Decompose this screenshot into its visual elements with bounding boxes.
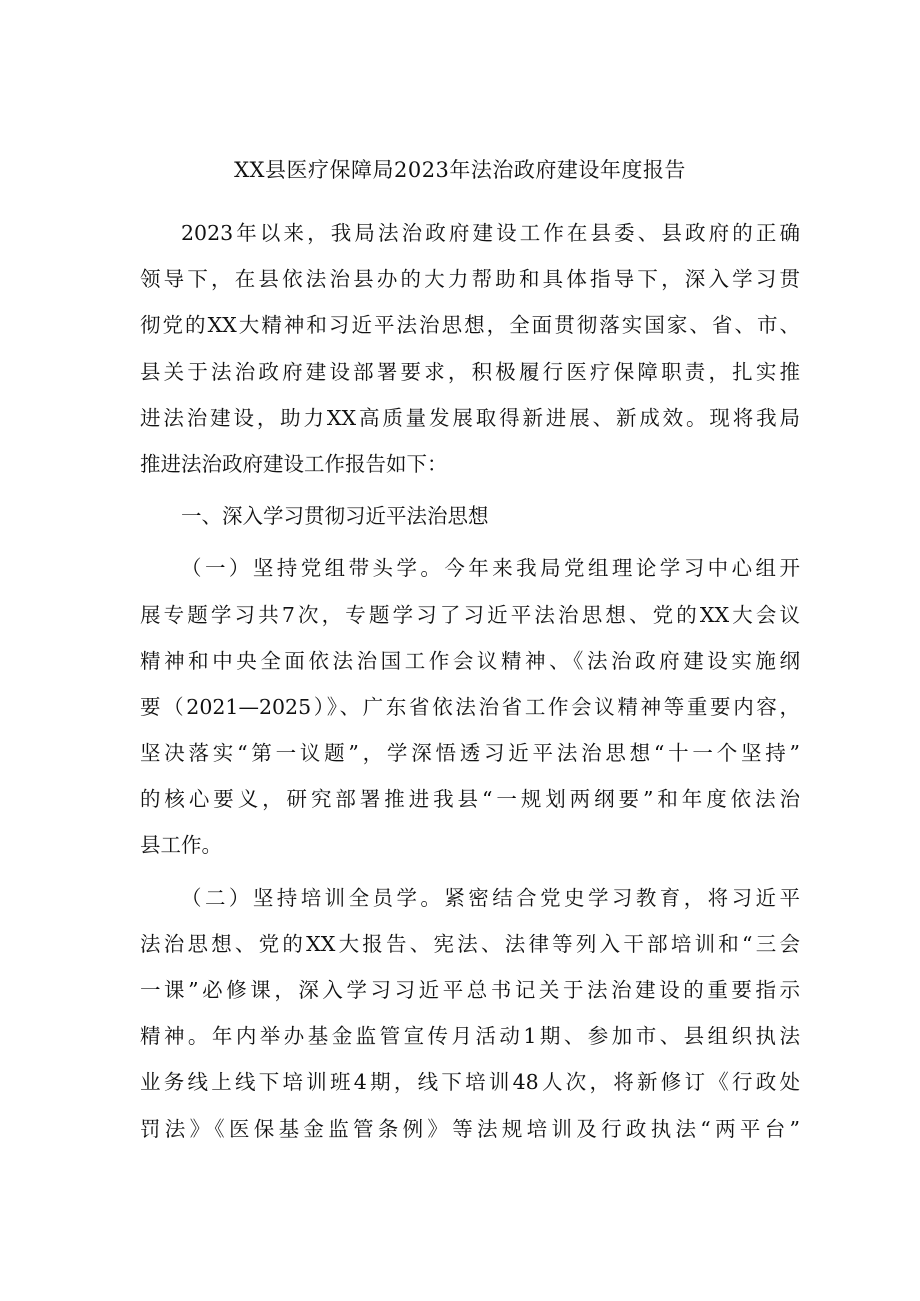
text-line: 领导下，在县依法治县办的大力帮助和具体指导下，深入学习贯 — [140, 267, 800, 292]
heading-text: 一、深入学习贯彻习近平法治思想 — [181, 504, 489, 529]
text-line: 彻党的XX大精神和习近平法治思想，全面贯彻落实国家、省、市、 — [140, 313, 800, 338]
text-line: （二）坚持培训全员学。紧密结合党史学习教育，将习近平 — [181, 885, 800, 910]
text-line: 展专题学习共7次，专题学习了习近平法治思想、党的XX大会议 — [140, 602, 800, 627]
text-line: 精神和中央全面依法治国工作会议精神、《法治政府建设实施纲 — [140, 648, 800, 673]
paragraph-item-2 — [140, 875, 800, 1152]
document-title: XX县医疗保障局2023年法治政府建设年度报告 — [234, 158, 686, 182]
section-heading — [140, 493, 800, 539]
paragraph-intro — [140, 210, 800, 487]
text-line: 2023年以来，我局法治政府建设工作在县委、县政府的正确 — [181, 221, 800, 245]
text-line: 的核心要义，研究部署推进我县“一规划两纲要”和年度依法治 — [140, 787, 800, 812]
text-line: 进法治建设，助力XX高质量发展取得新进展、新成效。现将我局 — [140, 405, 800, 430]
text-line: 推进法治政府建设工作报告如下： — [140, 451, 448, 476]
text-line: 县关于法治政府建设部署要求，积极履行医疗保障职责，扎实推 — [140, 359, 800, 384]
paragraph-item-1 — [140, 545, 800, 868]
text-line: 一课”必修课，深入学习习近平总书记关于法治建设的重要指示 — [140, 978, 800, 1002]
text-line: 罚法》《医保基金监管条例》等法规培训及行政执法“两平台” — [140, 1116, 800, 1141]
document-body — [140, 210, 800, 1152]
text-line: 县工作。 — [140, 833, 222, 858]
text-line: （一）坚持党组带头学。今年来我局党组理论学习中心组开 — [181, 556, 800, 581]
text-line: 要（2021—2025）》、广东省依法治省工作会议精神等重要内容， — [140, 694, 800, 719]
text-line: 精神。年内举办基金监管宣传月活动1期、参加市、县组织执法 — [140, 1024, 800, 1049]
text-line: 法治思想、党的XX大报告、宪法、法律等列入干部培训和“三会 — [140, 931, 800, 956]
text-line: 坚决落实“第一议题”，学深悟透习近平法治思想“十一个坚持” — [140, 741, 800, 766]
text-line: 业务线上线下培训班4期，线下培训48人次，将新修订《行政处 — [140, 1070, 800, 1095]
